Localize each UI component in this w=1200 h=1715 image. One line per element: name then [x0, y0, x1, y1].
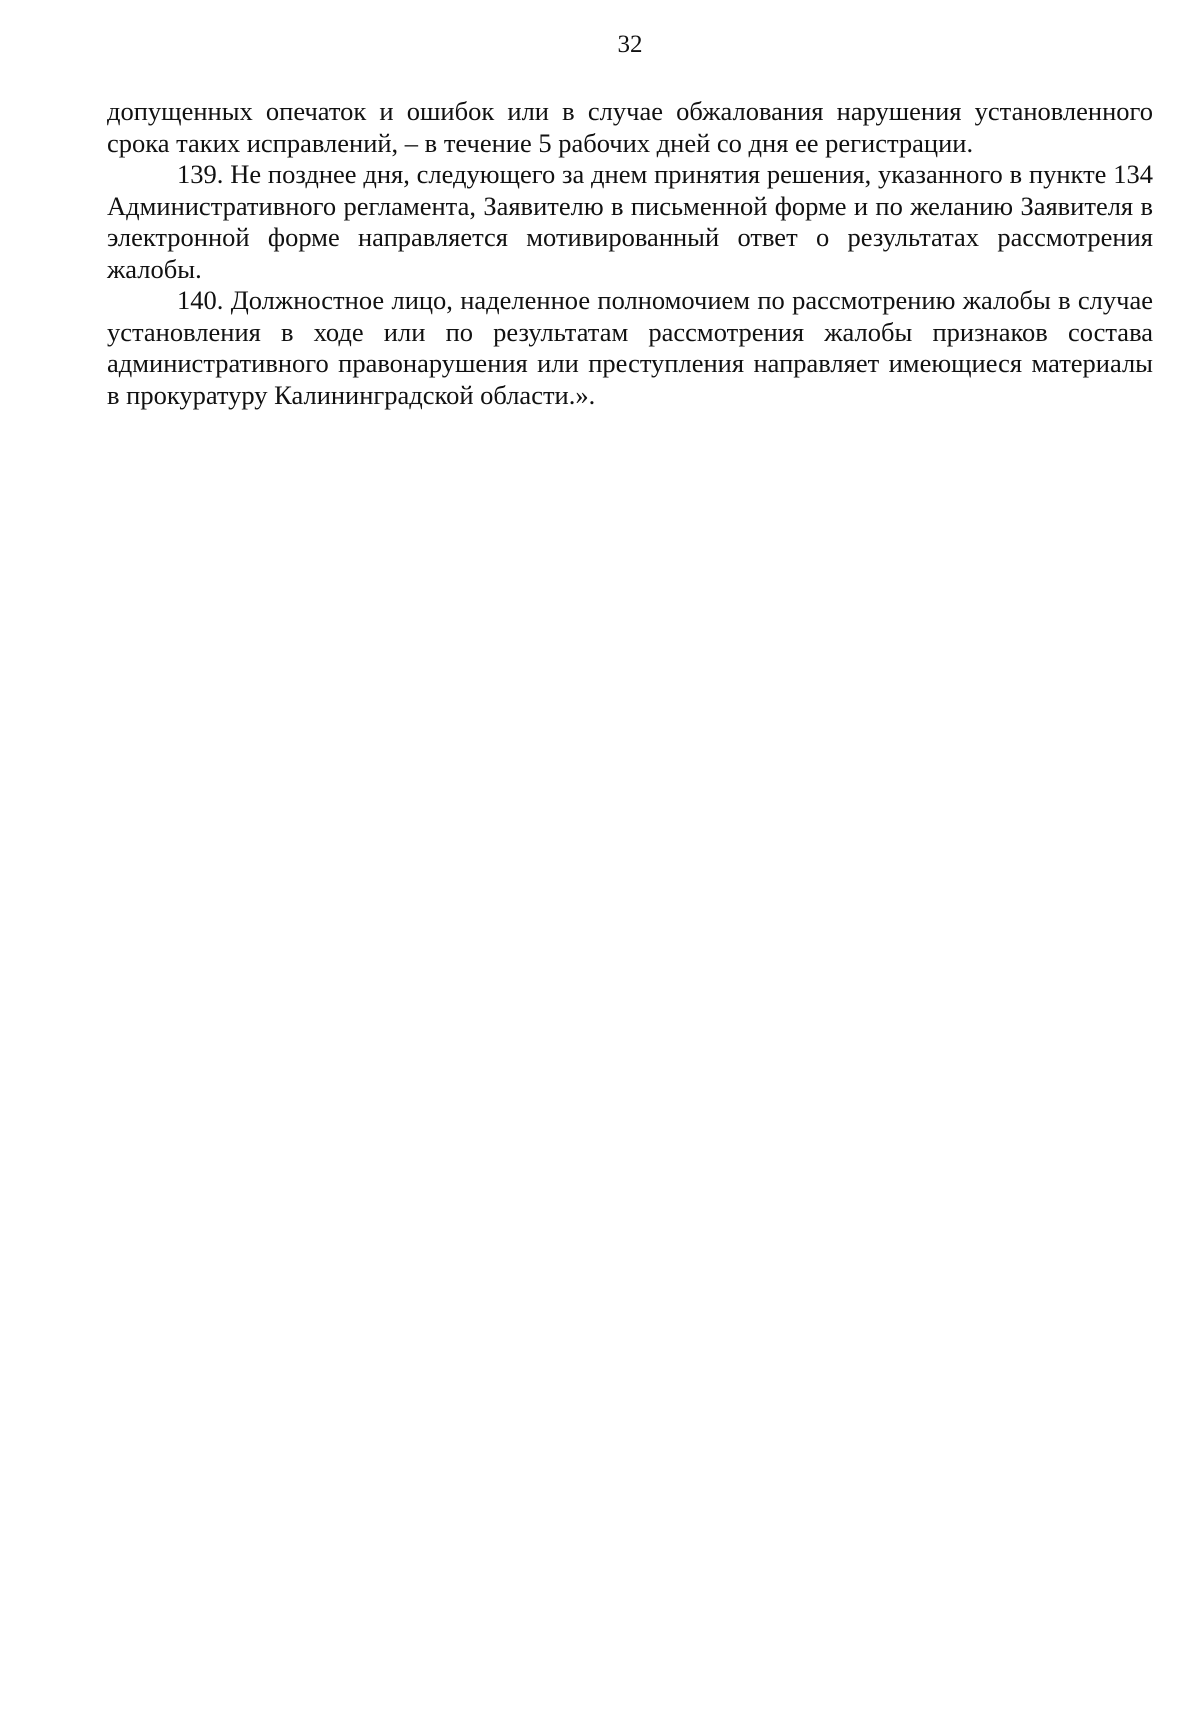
- paragraph-continuation: допущенных опечаток и ошибок или в случае обжалования нарушения установленного срока таких исправлений, – в течение 5 рабочих дней со дня ее регистрации.: [107, 96, 1153, 158]
- document-body: [107, 96, 1153, 411]
- paragraph-140: 140. Должностное лицо, наделенное полномочием по рассмотрению жалобы в случае установления в ходе или по результатам рассмотрения жалобы признаков состава административного правонарушения или преступления направляет имеющиеся материалы в прокуратуру Калининградской области.».: [107, 285, 1153, 410]
- paragraph-139: 139. Не позднее дня, следующего за днем принятия решения, указанного в пункте 134 Административного регламента, Заявителю в письменной форме и по желанию Заявителя в электронной форме направляется мотивированный ответ о результатах рассмотрения жалобы.: [107, 159, 1153, 284]
- page-number: 32: [617, 31, 643, 58]
